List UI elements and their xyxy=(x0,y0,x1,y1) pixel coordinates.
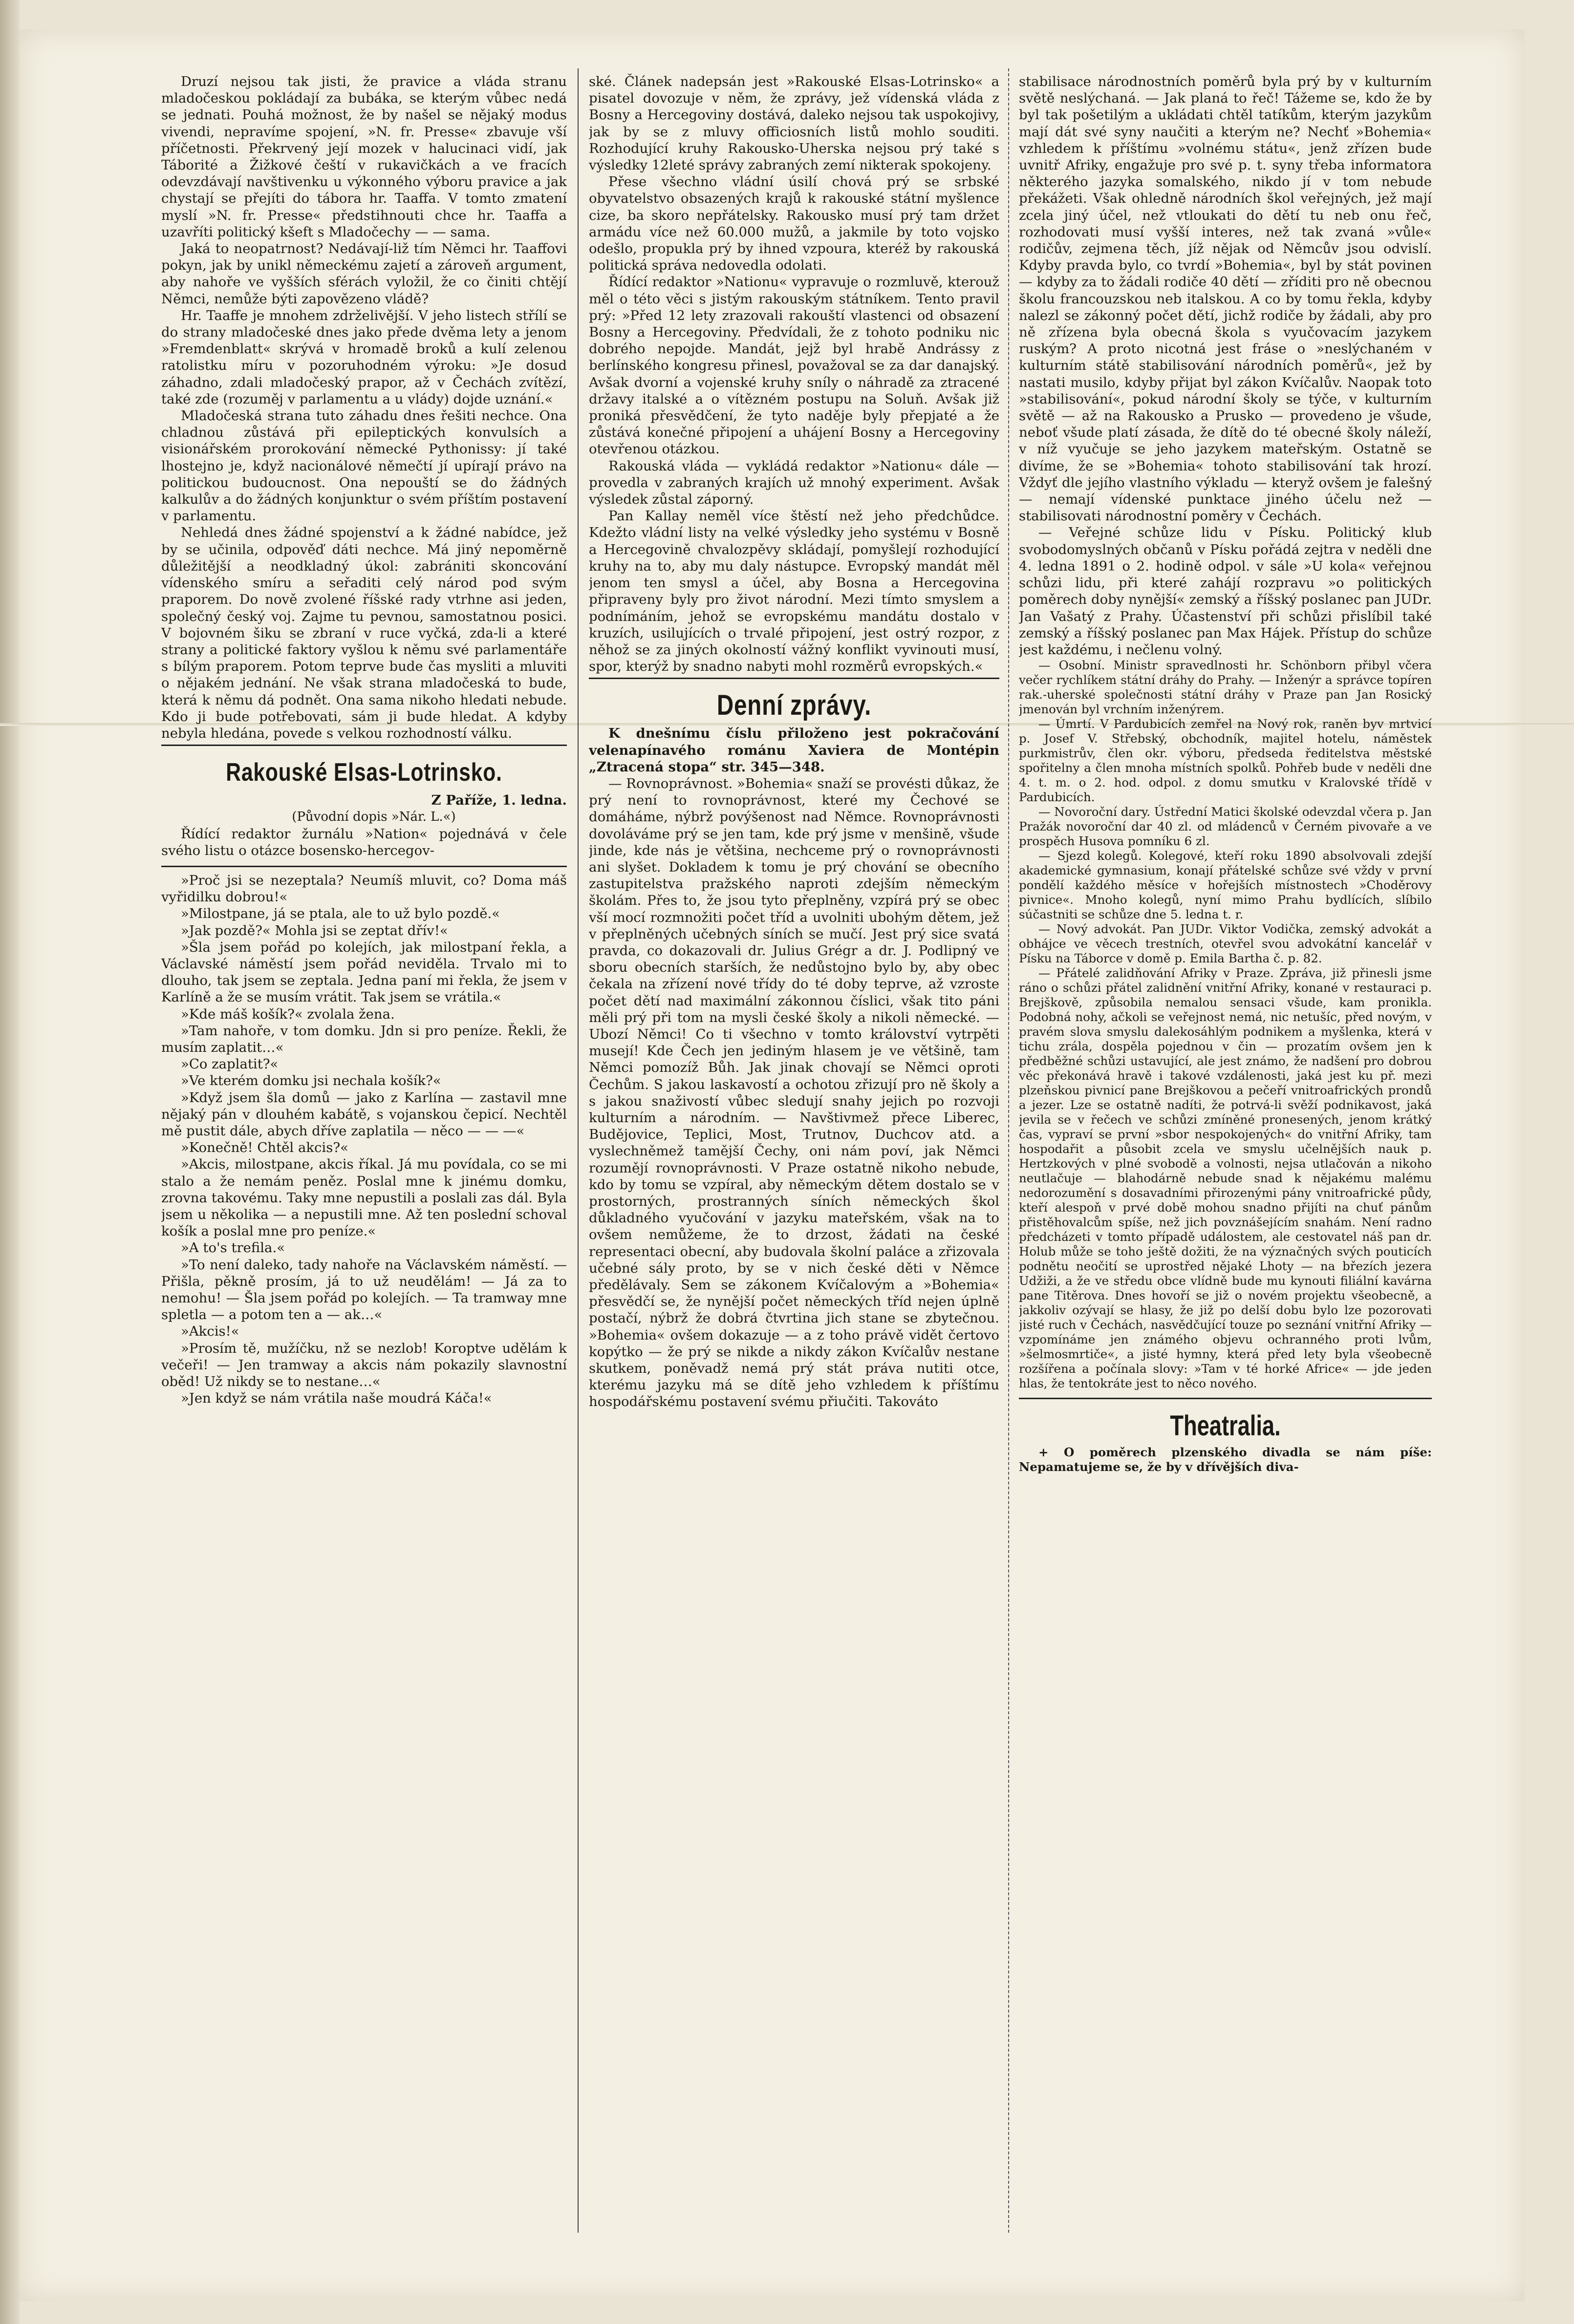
article-heading: Rakouské Elsas-Lotrinsko. xyxy=(226,758,502,787)
column-rule xyxy=(1008,68,1010,2233)
section-rule xyxy=(161,745,567,746)
article-paragraph: Jaká to neopatrnost? Nedávají-liž tím Němci hr. Taaffovi pokyn, jak by unikl německému zajetí a zároveň argument, aby nahoře ve vyšších sférách vyložil, že co činiti chtějí Němci, nemůže býti zapovězeno vládě? xyxy=(161,241,567,307)
news-item: + O poměrech plzenského divadla se nám píše: Nepamatujeme se, že by v dřívějších diva- xyxy=(1019,1445,1432,1474)
news-item: — Novoroční dary. Ústřední Matici školské odevzdal včera p. Jan Pražák novoroční dar 40 zl. od mládenců v Černém pivovaře a ve prospěch Husova pomníku 6 zl. xyxy=(1019,805,1432,849)
story-line: »Proč jsi se nezeptala? Neumíš mluvit, co? Doma máš vyřidilku dobrou!« xyxy=(161,872,567,905)
story-line: »Šla jsem pořád po kolejích, jak milostpaní řekla, a Václavské náměstí jsem pořád neviděla. Trvalo mi to dlouho, tak jsem se zeptala. Jedna paní mi řekla, že jsem v Karlíně a že se musím vrátit. Tak jsem se vrátila.« xyxy=(161,939,567,1005)
story-line: »Když jsem šla domů — jako z Karlína — zastavil mne nějaký pán v dlouhém kabátě, s vojanskou čepicí. Nechtěl mě pustit dále, abych dříve zaplatila — něco — — —« xyxy=(161,1089,567,1139)
story-line: »Akcis!« xyxy=(181,1323,239,1340)
story-line: »Prosím tě, mužíčku, nž se nezlob! Koroptve udělám k večeři! — Jen tramway a akcis nám pokazily slavnostní oběd! Už nikdy se to nestane…« xyxy=(161,1340,567,1390)
article-dateline: Z Paříže, 1. ledna. xyxy=(431,792,567,809)
article-paragraph: Nehledá dnes žádné spojenství a k žádné nabídce, jež by se učinila, odpověď dáti nechce. Má jiný nepoměrně důležitější a neodkladný úkol: zabrániti skoncování vídenského smíru a seřaditi celý národ pod svým praporem. Do nově zvolené říšské rady vtrhne asi jeden, společný český voj. Zajme tu pevnou, samostatnou posici. V bojovném šiku se zbraní v ruce vyčká, zda-li a které strany a politické faktory vyšlou k němu své parlamentáře s bílým praporem. Potom teprve bude čas mysliti a mluviti o nějakém jednání. Ne však strana mladočeská to bude, která k němu dá podnět. Ona sama nikoho hledati nebude. Kdo ji bude potřebovati, sám ji bude hledat. A kdyby nebyla hledána, povede s velkou rozhodností válku. xyxy=(161,525,567,741)
story-line: »A to's trefila.« xyxy=(181,1240,285,1256)
page-edge xyxy=(0,0,20,2324)
article-paragraph: Přese všechno vládní úsilí chová prý se srbské obyvatelstvo obsazených krajů k rakouské státní myšlence cize, ba skoro nepřátelsky. Rakousko musí prý tam držet armádu více než 60.000 mužů, a jakmile by toto vojsko odešlo, propukla prý by ihned vzpoura, kteréž by rakouská politická správa nedovedla odolati. xyxy=(589,174,999,274)
section-rule xyxy=(589,678,999,679)
story-line: »Co zaplatit?« xyxy=(181,1056,279,1072)
article-paragraph: Řídící redaktor »Nationu« vypravuje o rozmluvě, kterouž měl o této věci s jistým rakouským státníkem. Tento pravil prý: »Před 12 lety zrazovali rakouští vlastenci od obsazení Bosny a Hercegoviny. Předvídali, že z tohoto podniku nic dobrého nepojde. Mandát, jejž byl hrabě Andrássy z berlínského kongresu přinesl, považoval se za dar danajský. Avšak dvorní a vojenské kruhy sníly o náhradě za ztracené državy italské a o vítězném postupu na Soluň. Avšak již proniká přesvědčení, že tyto naděje byly přepjaté a že zůstává konečné připojení a uhájení Bosny a Hercegoviny otevřenou otázkou. xyxy=(589,274,999,457)
story-line: »Jak pozdě?« Mohla jsi se zeptat dřív!« xyxy=(181,922,448,938)
news-item: — Rovnoprávnost. »Bohemia« snaží se provésti důkaz, že prý není to rovnoprávnost, které my Čechové se domáháme, nýbrž povýšenost nad Němce. Rovnoprávnosti dovoláváme prý se jen tam, kde prý jsme v menšině, všude jinde, kde nás je většina, nechceme prý o rovnoprávnosti ani slyšet. Dokladem k tomu je prý chování se obecního zastupitelstva pražského naproti zdejším německým školám. Přes to, že jsou tyto přeplněny, vzpírá prý se obec vší mocí rozmnožiti počet tříd a uvolniti ubohým dětem, jež v přeplněných učebných síních se mučí. Jest prý sice svatá pravda, co dokazovali dr. Julius Grégr a dr. J. Podlipný ve sboru obecních starších, že nedůstojno bylo by, aby obec čekala na zřízení nové třídy do té doby teprve, až vzroste počet dětí nad maximální zákonnou číslici, však tito páni měli prý při tom na mysli české školy a nikoli německé. — Ubozí Němci! Co ti všechno v tomto království vytrpěti musejí! Kde Čech jen jediným hlasem je ve většině, tam Němci pomozíž Bůh. Jak jinak chovají se Němci oproti Čechům. S jakou laskavostí a ochotou zřizují pro ně školy a s jakou snaživostí vůbec sledují snahy jejich po rozvoji kulturním a národním. — Navštivmež přece Liberec, Budějovice, Teplici, Most, Trutnov, Duchcov atd. a vyslechněmež tamější Čechy, oni nám poví, jak Němci rozumějí rovnoprávnosti. V Praze ostatně nikoho nebude, kdo by tomu se vzpíral, aby německým dětem dostalo se v prostorných, prostranných síních německých škol důkladného vyučování v jazyku mateřském, však na to ovšem nemůžeme, že to drzost, žádati na české representaci obecní, aby budovala školní paláce a zřizovala učebné sály proto, by se v nich české děti v Němce předělávaly. Sem se zákonem Kvíčalovým a »Bohemia« přesvědčí se, že nynější počet německých tříd nejen úplně postačí, nýbrž že dobrá čtvrtina jich stane se zbytečnou. »Bohemia« ovšem dokazuje — a z toho právě vidět čertovo kopýtko — že prý se nikde a nikdy zákon Kvíčalův nestane skutkem, poněvadž nemá prý stát práva nutiti otce, kterému jazyku má se dítě jeho vzhledem k příštímu hospodářskému postavení svému přiučiti. Takováto xyxy=(589,775,999,1410)
section-rule xyxy=(1019,1398,1432,1399)
news-item: — Sjezd kolegů. Kolegové, kteří roku 1890 absolvovali zdejší akademické gymnasium, konají přátelské schůze své vždy v první pondělí každého měsíce v hořejších místnostech »Choděrovy pivnice«. Mnoho kolegů, nyní mimo Prahu bydlících, slíbilo súčastniti se schůze dne 5. ledna t. r. xyxy=(1019,849,1432,922)
section-heading: Theatralia. xyxy=(1170,1410,1281,1442)
news-item: — Osobní. Ministr spravedlnosti hr. Schönborn přibyl včera večer rychlíkem státní dráhy do Prahy. — Inženýr a správce topíren rak.-uherské společnosti státní dráhy v Praze pan Jan Rosický jmenován byl vrchním inženýrem. xyxy=(1019,658,1432,717)
story-line: »Konečně! Chtěl akcis?« xyxy=(181,1140,348,1156)
article-paragraph: Rakouská vláda — vykládá redaktor »Nationu« dále — provedla v zabraných krajích už mnohý experiment. Avšak výsledek zůstal záporný. xyxy=(589,458,999,508)
story-line: »Ve kterém domku jsi nechala košík?« xyxy=(181,1073,441,1089)
column-left xyxy=(161,73,567,2238)
article-paragraph: Hr. Taaffe je mnohem zdrželivější. V jeho listech střílí se do strany mladočeské dnes jako přede dvěma lety a jenom »Fremdenblatt« skrývá v hromadě broků a kulí zelenou ratolistku míru v pozoruhodném výroku: »Je dosud záhadno, zdali mladočeský prapor, až v Čechách zvítězí, také zde (rozuměj v parlamentu a u vlády) dojde uznání.« xyxy=(161,307,567,407)
news-item: — Úmrtí. V Pardubicích zemřel na Nový rok, raněn byv mrtvicí p. Josef V. Střebský, obchodník, majitel hotelu, náměstek purkmistrův, člen okr. výboru, předseda ředitelstva městské spořitelny a člen mnoha místních spolků. Pohřeb bude v neděli dne 4. t. m. o 2. hod. odpol. z domu smutku v Kralovské třídě v Pardubicích. xyxy=(1019,717,1432,805)
article-paragraph: Řídící redaktor žurnálu »Nation« pojednává v čele svého listu o otázce bosensko-hercegov- xyxy=(161,826,567,858)
article-paragraph: Pan Kallay neměl více štěstí než jeho předchůdce. Kdežto vládní listy na velké výsledky jeho systému v Bosně a Hercegovině chvalozpěvy skládají, pomyšlejí rozhodující kruhy na to, aby mu daly nástupce. Evropský mandát měl jenom ten smysl a účel, aby Bosna a Hercegovina připraveny byly pro život národní. Mezi tímto smyslem a podnímáním, jehož se evropskému mandátu dostalo v kruzích, usilujících o trvalé připojení, jest ostrý rozpor, z něhož se za jiných okolností vážný konflikt vyvinouti musí, spor, kterýž by snadno nabyti mohl rozměrů evropských.« xyxy=(589,508,999,675)
news-item: — Nový advokát. Pan JUDr. Viktor Vodička, zemský advokát a obhájce ve věcech trestních, otevřel svou advokátní kancelář v Písku na Táborce v domě p. Emila Bartha č. p. 82. xyxy=(1019,922,1432,966)
article-paragraph: Mladočeská strana tuto záhadu dnes řešiti nechce. Ona chladnou zůstává při epileptických konvulsích a visionářském prorokování německé Pythonissy: jí také lhostejno je, když nacionálové němečtí jí upírají právo na politickou budoucnost. Ona nepouští se do žádných kalkulův a do žádných konjunktur o svém příštím postavení v parlamentu. xyxy=(161,408,567,524)
article-source: (Původní dopis »Nár. L.«) xyxy=(292,810,456,825)
news-item: — Přátelé zalidňování Afriky v Praze. Zpráva, již přinesli jsme ráno o schůzi přátel zalidnění vnitřní Afriky, konané v restauraci p. Brejškově, způsobila nemalou sensaci všude, kam pronikla. Podobná nohy, ačkoli se veřejnost nemá, nic netušíc, před novým, v pravém slova smyslu dalekosáhlým podnikem a myšlenka, která v tichu zrála, dospěla pojednou v čin — prozatím ovšem jen k předběžné schůzi ustavující, ale jest známo, že nadšení pro dobrou věc překonává hravě i takové vzdálenosti, jaká jest ku př. mezi plzeňskou pivnicí pane Brejškovou a pečeří vnitroafrických prondů a jezer. Lze se ostatně nadíti, že potrvá-li svěží podnikavost, jaká jevila se v řečech ve schůzi zmíněné pronesených, jenom krátký čas, vypraví se první »sbor nespokojených« do vnitřní Afriky, tam hospodařit a působit zcela ve smyslu učelnějších nauk p. Hertzkových v plné svobodě a volnosti, nejsa utlačován a nikoho neutlačuje — blahodárně nebude snad k nějakému malému nedorozumění s dosavadními přirozenými pány vnitroafrické půdy, kteří alespoň v prvé době mohou snadno přijíti na chuť pánům přistěhovalcům spíše, než jich povznášejícím snahám. Není radno předcházeti v tomto případě událostem, ale cestovatel náš pan dr. Holub může se toho ještě dožiti, že na význačných svých pouticích podnětu neočití se uprostřed nějaké Lhoty — na březích jezera Udžiži, a že ve středu obce vlídně bude mu kynouti filiální kavárna pane Titěrova. Dnes hovoří se již o novém projektu všeobecně, a jakkoliv ozývají se hlasy, že již po delší dobu bylo lze pozorovati jisté ruch v Čechách, nasvědčující touze po seznání vnitřní Afriky — vzpomínáme jen známého objevu ochranného proti lvům, »šelmosmrtiče«, a jisté hymny, která před lety byla všeobecně rozšířena a počínala slovy: »Tam v té horké Africe« — jde jeden hlas, že tentokráte jest to něco nového. xyxy=(1019,966,1432,1391)
news-item: — Veřejné schůze lidu v Písku. Politický klub svobodomyslných občanů v Písku pořádá zejtra v neděli dne 4. ledna 1891 o 2. hodině odpol. v sále »U kola« veřejnou schůzi lidu, při které zahájí rozpravu »o politických poměrech doby nynější« zemský a říšský poslanec pan JUDr. Jan Vašatý z Prahy. Účastenství při schůzi přislíbil také zemský a říšský poslanec pan Max Hájek. Přístup do schůze jest každému, i nečlenu volný. xyxy=(1019,525,1432,658)
column-middle xyxy=(589,73,999,2238)
section-rule xyxy=(161,866,567,867)
story-line: »Milostpane, já se ptala, ale to už bylo pozdě.« xyxy=(181,906,500,922)
story-line: »Akcis, milostpane, akcis říkal. Já mu povídala, co se mi stalo a že nemám peněz. Poslal mne k jinému domku, zrovna takovému. Taky mne nepustili a poslali zas dál. Byla jsem u několika — a nepustili mne. Až ten poslední schoval košík a poslal mne pro peníze.« xyxy=(161,1156,567,1239)
article-paragraph: ské. Článek nadepsán jest »Rakouské Elsas-Lotrinsko« a pisatel dovozuje v něm, že zprávy, jež vídenská vláda z Bosny a Hercegoviny dostává, daleko nejsou tak uspokojivy, jak by se z mluvy officiosních listů mohlo souditi. Rozhodující kruhy Rakousko-Uherska nejsou prý také s výsledky 12leté správy zabraných zemí nikterak spokojeny. xyxy=(589,74,999,173)
story-line: »Jen když se nám vrátila naše moudrá Káča!« xyxy=(181,1390,492,1407)
section-heading: Denní zprávy. xyxy=(716,689,872,722)
article-paragraph: Druzí nejsou tak jisti, že pravice a vláda stranu mladočeskou pokládají za bubáka, se kterým vůbec nedá se jednati. Pouhá možnost, že by našel se nějaký modus vivendi, nepravíme spojení, »N. fr. Presse« zbavuje vší příčetnosti. Překrvený její mozek v halucinaci vidí, jak Táborité a Žižkové čeští v rukavičkách a ve fracích odevzdávají navštivenku u výkonného výboru pravice a jak chystají se přejíti do tábora hr. Taaffa. V tomto zmatení myslí »N. fr. Presse« předstihnouti chce hr. Taaffa a uzavříti politický kšeft s Mladočechy — — sama. xyxy=(161,74,567,240)
story-line: »Tam nahoře, v tom domku. Jdn si pro peníze. Řekli, že musím zaplatit…« xyxy=(161,1023,567,1055)
column-rule xyxy=(578,68,579,2233)
article-paragraph: stabilisace národnostních poměrů byla prý by v kulturním světě neslýchaná. — Jak planá to řeč! Tážeme se, kdo že by byl tak pošetilým a ukládati chtěl tatíkům, kterým jazykům mají dát své syny naučiti a kterým ne? Nechť »Bohemia« vzhledem k příštímu »volnému státu«, jenž zřízen bude uvnitř Afriky, engažuje pro své p. t. syny třeba informatora některého jazyka somalského, nikdo jí v tom nebude překážeti. Však ohledně národních škol veřejných, jež mají zcela jiný účel, než vtloukati do dětí tu neb onu řeč, rozhodovati musí vyšší interes, než tak zvaná »vůle« rodičův, zejmena těch, jíž nějak od Němcův jsou odvislí. Kdyby pravda bylo, co tvrdí »Bohemia«, byl by stát povinen — kdyby za to žádali rodiče 40 dětí — zříditi pro ně obecnou školu francouzskou neb italskou. A co by tomu řekla, kdyby nalezl se zákonný počet dětí, jichž rodiče by žádali, aby pro ně zřízena byla obecná škola s vyučovacím jazykem ruským? A proto nicotná jest fráse o »neslýchaném v kulturním státě stabilisování národních poměrů«, jež by nastati musilo, kdyby přijat byl zákon Kvíčalův. Naopak toto »stabilisování«, pokud národní školy se týče, v kulturním světě — až na Rakousko a Prusko — provedeno je všude, neboť všude platí zásada, že dítě do té obecné školy náleží, v níž vyučuje se jeho jazykem mateřským. Ostatně se divíme, že se »Bohemia« tohoto stabilisování tak hrozí. Vždyť dle jejího vlastního výkladu — kteryž ovšem je falešný — nemají vídenské punktace jiného účelu než — stabilisovati národnostní poměry v Čechách. xyxy=(1019,74,1432,524)
story-line: »To není daleko, tady nahoře na Václavském náměstí. — Přišla, pěkně prosím, já to už neudělám! — Já za to nemohu! — Šla jsem pořád po kolejích. — Ta tramway mne spletla — a potom ten a — ak…« xyxy=(161,1257,567,1323)
news-item: K dnešnímu číslu přiloženo jest pokračování velenapínavého románu Xaviera de Montépin „Ztracená stopa“ str. 345—348. xyxy=(589,725,999,775)
story-line: »Kde máš košík?« zvolala žena. xyxy=(181,1006,395,1022)
column-right xyxy=(1019,73,1432,2238)
